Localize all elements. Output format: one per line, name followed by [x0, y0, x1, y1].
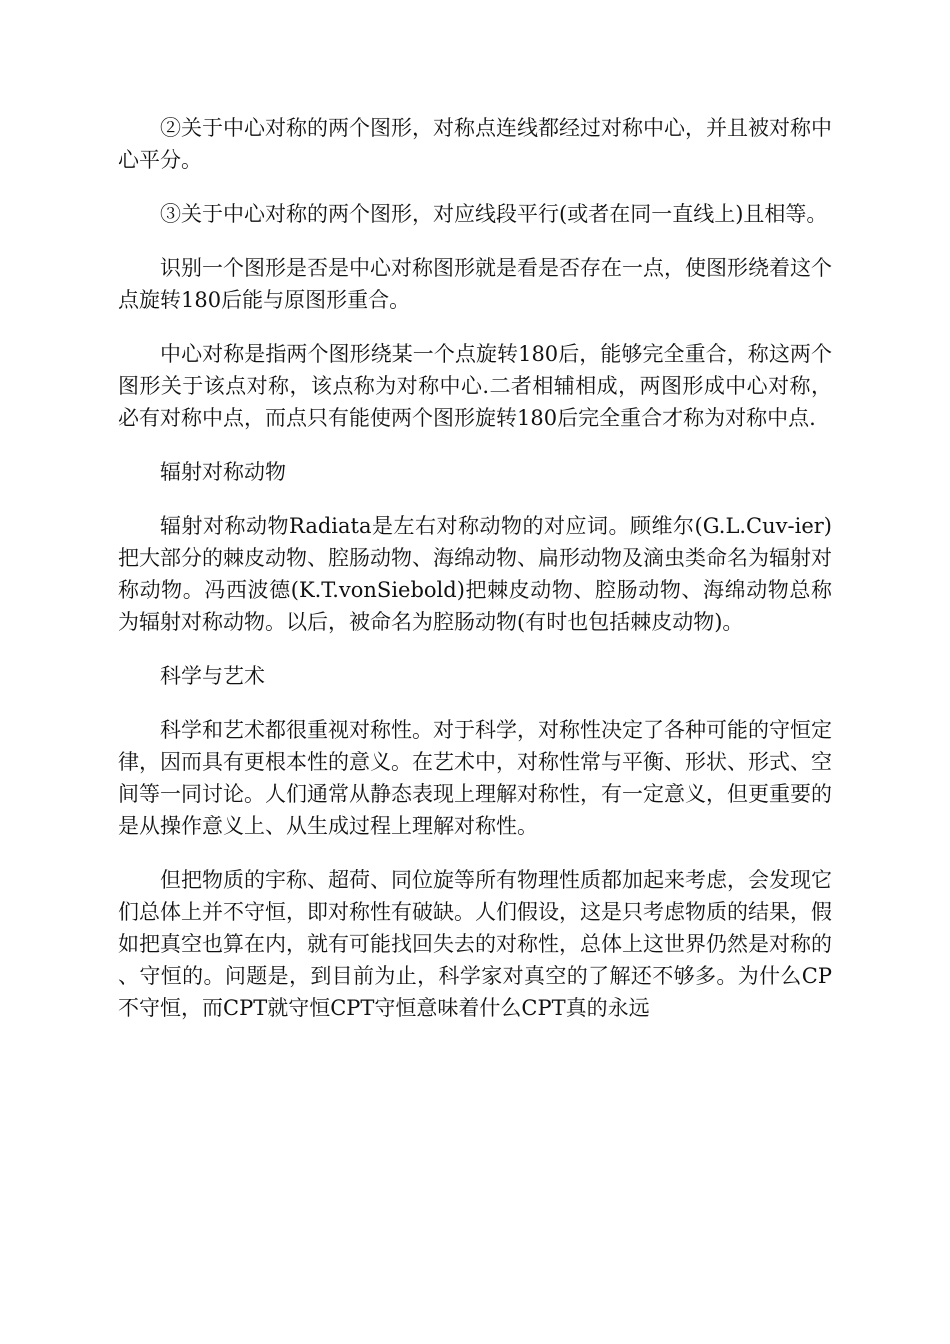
paragraph-point-3: ③关于中心对称的两个图形，对应线段平行(或者在同一直线上)且相等。 — [160, 202, 828, 226]
document-body — [118, 112, 832, 1046]
paragraph-science-art: 科学和艺术都很重视对称性。对于科学，对称性决定了各种可能的守恒定律，因而具有更根本性的意义。在艺术中，对称性常与平衡、形状、形式、空间等一同讨论。人们通常从静态表现上理解对称性，有一定意义，但更重要的是从操作意义上、从生成过程上理解对称性。 — [118, 718, 832, 838]
section-heading-science-art: 科学与艺术 — [160, 664, 265, 688]
paragraph-central-symmetry-definition: 中心对称是指两个图形绕某一个点旋转180后，能够完全重合，称这两个图形关于该点对称，该点称为对称中心.二者相辅相成，两图形成中心对称，必有对称中点，而点只有能使两个图形旋转180后完全重合才称为对称中点. — [118, 342, 832, 430]
paragraph-identify-symmetry: 识别一个图形是否是中心对称图形就是看是否存在一点，使图形绕着这个点旋转180后能与原图形重合。 — [118, 256, 832, 312]
section-heading-radiata: 辐射对称动物 — [160, 460, 286, 484]
paragraph-symmetry-breaking: 但把物质的宇称、超荷、同位旋等所有物理性质都加起来考虑，会发现它们总体上并不守恒，即对称性有破缺。人们假设，这是只考虑物质的结果，假如把真空也算在内，就有可能找回失去的对称性，总体上这世界仍然是对称的、守恒的。问题是，到目前为止，科学家对真空的了解还不够多。为什么CP不守恒，而CPT就守恒CPT守恒意味着什么CPT真的永远 — [118, 868, 832, 1020]
paragraph-point-2: ②关于中心对称的两个图形，对称点连线都经过对称中心，并且被对称中心平分。 — [118, 116, 832, 172]
paragraph-radiata: 辐射对称动物Radiata是左右对称动物的对应词。顾维尔(G.L.Cuv-ier)把大部分的棘皮动物、腔肠动物、海绵动物、扁形动物及滴虫类命名为辐射对称动物。冯西波德(K.T.vonSiebold)把棘皮动物、腔肠动物、海绵动物总称为辐射对称动物。以后，被命名为腔肠动物(有时也包括棘皮动物)。 — [118, 514, 832, 634]
